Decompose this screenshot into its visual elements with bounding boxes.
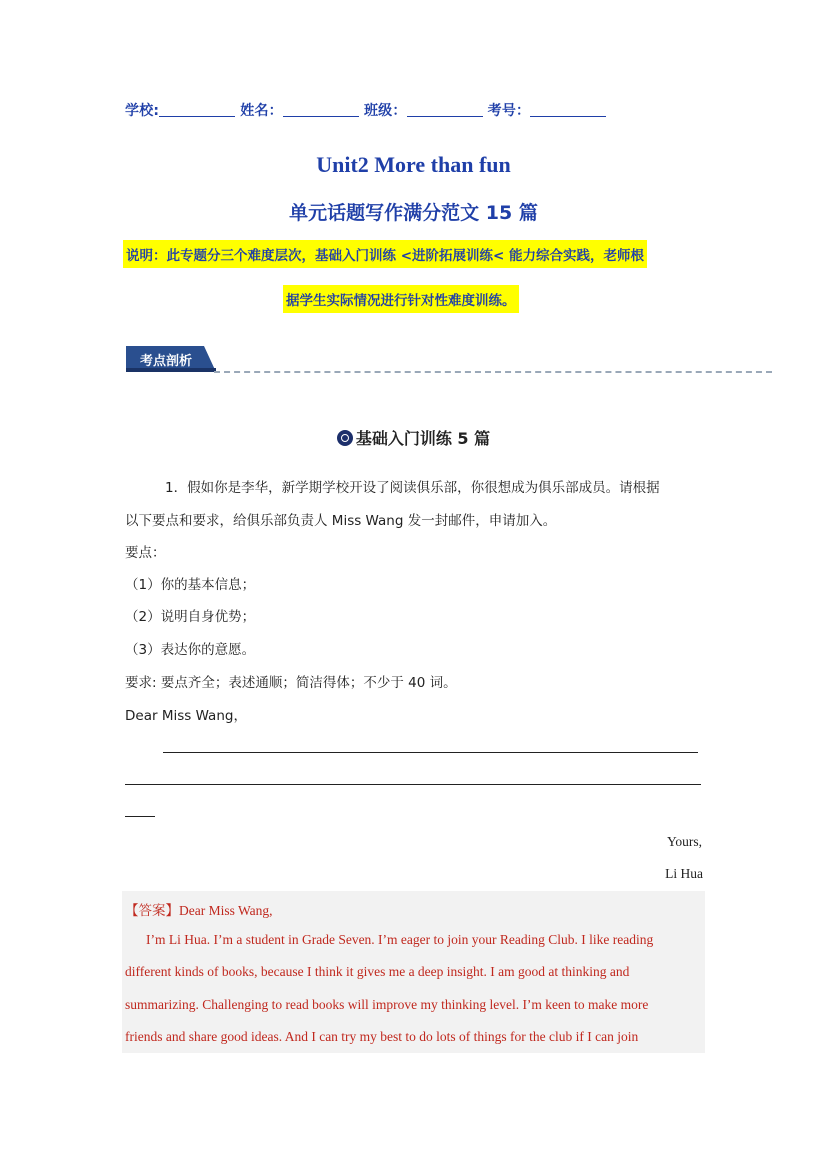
letter-greeting: Dear Miss Wang， xyxy=(125,708,247,724)
page-title: Unit2 More than fun xyxy=(316,152,511,177)
name-label: 姓名： xyxy=(240,103,283,119)
exam-number-blank xyxy=(530,102,606,117)
task-line-1: 1．假如你是李华，新学期学校开设了阅读俱乐部，你很想成为俱乐部成员。请根据 xyxy=(165,480,660,496)
answer-line: different kinds of books, because I think it gives me a deep insight. I am good at thinking and xyxy=(125,964,630,979)
point-1: （1）你的基本信息； xyxy=(125,577,256,593)
answer-line: friends and share good ideas. And I can try my best to do lots of things for the club if I can join xyxy=(125,1029,639,1044)
section-divider xyxy=(214,371,772,373)
section-tag-label: 考点剖析 xyxy=(140,354,193,369)
answer-line: summarizing. Challenging to read books will improve my thinking level. I’m keen to make more xyxy=(125,997,649,1012)
level-heading-text: 基础入门训练 5 篇 xyxy=(355,429,491,448)
letter-closing: Yours, xyxy=(666,834,702,849)
writing-line-2 xyxy=(125,784,701,785)
school-label: 学校: xyxy=(125,103,160,119)
answer-heading xyxy=(125,899,273,919)
task-line-2: 以下要点和要求，给俱乐部负责人 Miss Wang 发一封邮件，申请加入。 xyxy=(125,513,557,529)
answer-greeting: Dear Miss Wang, xyxy=(179,903,273,918)
page-subtitle: 单元话题写作满分范文 15 篇 xyxy=(289,202,538,224)
student-info-line xyxy=(125,100,606,120)
name-blank xyxy=(283,102,359,117)
point-2: （2）说明自身优势； xyxy=(125,609,256,625)
writing-line-1 xyxy=(163,752,698,753)
instruction-note-line-1: 说明：此专题分三个难度层次，基础入门训练 <进阶拓展训练< 能力综合实践，老师根 xyxy=(123,240,647,268)
answer-tag: 【答案】 xyxy=(125,903,179,919)
point-3: （3）表达你的意愿。 xyxy=(125,642,256,658)
class-blank xyxy=(407,102,483,117)
level-badge-icon xyxy=(337,430,353,446)
level-heading xyxy=(0,426,827,449)
answer-line: I’m Li Hua. I’m a student in Grade Seven. I’m eager to join your Reading Club. I like reading xyxy=(146,932,654,947)
letter-signature: Li Hua xyxy=(665,866,703,881)
exam-number-label: 考号： xyxy=(487,103,531,119)
instruction-note-line-2: 据学生实际情况进行针对性难度训练。 xyxy=(283,285,519,313)
requirements: 要求: 要点齐全；表述通顺；简洁得体；不少于 40 词。 xyxy=(125,675,457,691)
school-blank xyxy=(159,102,235,117)
writing-line-3 xyxy=(125,816,155,817)
class-label: 班级： xyxy=(363,103,407,119)
points-label: 要点： xyxy=(125,545,166,561)
